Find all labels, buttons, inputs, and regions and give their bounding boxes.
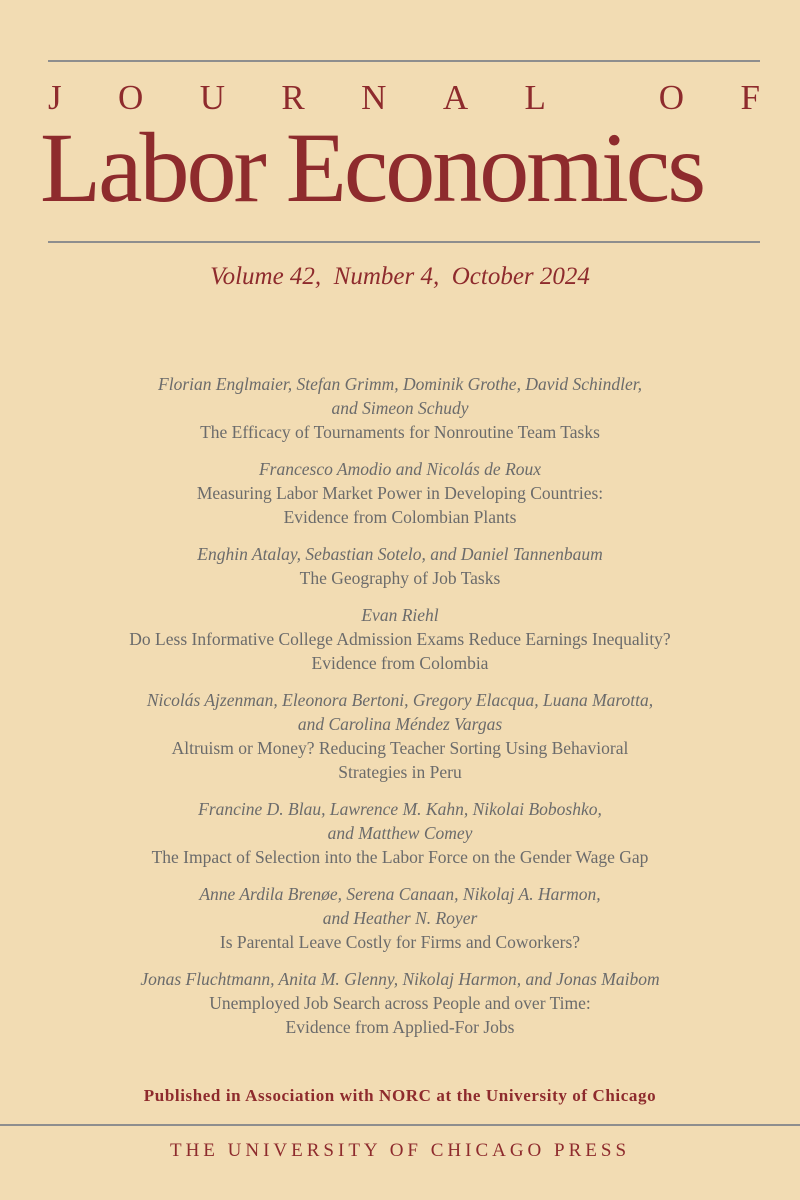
article-title	[0, 930, 800, 954]
article-authors	[0, 882, 800, 930]
title-line: Measuring Labor Market Power in Developing Countries:	[196, 483, 604, 503]
publisher-name: THE UNIVERSITY OF CHICAGO PRESS	[169, 1140, 631, 1161]
article-authors	[0, 457, 800, 481]
authors-line: Nicolás Ajzenman, Eleonora Bertoni, Gregory Elacqua, Luana Marotta,	[146, 690, 654, 710]
article-entry	[0, 372, 800, 444]
authors-line: Jonas Fluchtmann, Anita M. Glenny, Nikolaj Harmon, and Jonas Maibom	[140, 969, 660, 989]
title-line: Evidence from Colombian Plants	[283, 507, 517, 527]
authors-line: Francine D. Blau, Lawrence M. Kahn, Nikolai Boboshko,	[198, 799, 602, 819]
issue-info: Volume 42, Number 4, October 2024	[210, 263, 590, 290]
article-authors	[0, 967, 800, 991]
article-entry	[0, 797, 800, 869]
authors-line: and Carolina Méndez Vargas	[297, 714, 503, 734]
authors-line: and Matthew Comey	[327, 823, 473, 843]
article-entry	[0, 542, 800, 590]
article-entry	[0, 967, 800, 1039]
article-authors	[0, 603, 800, 627]
title-line: Evidence from Colombia	[311, 653, 489, 673]
authors-line: and Simeon Schudy	[331, 398, 469, 418]
title-line: The Impact of Selection into the Labor Force on the Gender Wage Gap	[151, 847, 649, 867]
masthead-letter: L	[524, 78, 546, 117]
article-title	[0, 566, 800, 590]
title-line: Altruism or Money? Reducing Teacher Sorting Using Behavioral	[171, 738, 629, 758]
article-entry	[0, 457, 800, 529]
masthead-letter: O	[118, 78, 144, 117]
authors-line: Enghin Atalay, Sebastian Sotelo, and Daniel Tannenbaum	[197, 544, 603, 564]
article-title	[0, 991, 800, 1039]
masthead-letter: F	[740, 78, 760, 117]
journal-title: Labor Economics	[40, 112, 704, 223]
authors-line: Francesco Amodio and Nicolás de Roux	[258, 459, 542, 479]
masthead-letter: A	[442, 78, 469, 117]
title-line: Evidence from Applied-For Jobs	[285, 1017, 515, 1037]
top-rule	[48, 60, 760, 62]
article-title	[0, 420, 800, 444]
article-entry	[0, 882, 800, 954]
authors-line: Florian Englmaier, Stefan Grimm, Dominik Grothe, David Schindler,	[158, 374, 642, 394]
article-entry	[0, 603, 800, 675]
title-line: The Efficacy of Tournaments for Nonroutine Team Tasks	[200, 422, 600, 442]
masthead-rule	[48, 241, 760, 243]
title-line: Is Parental Leave Costly for Firms and Coworkers?	[219, 932, 581, 952]
authors-line: and Heather N. Royer	[322, 908, 478, 928]
authors-line: Anne Ardila Brenøe, Serena Canaan, Nikolaj A. Harmon,	[199, 884, 601, 904]
title-line: Strategies in Peru	[338, 762, 462, 782]
article-authors	[0, 372, 800, 420]
article-list	[0, 372, 800, 1052]
article-title	[0, 481, 800, 529]
masthead-letter: U	[199, 78, 225, 117]
article-entry	[0, 688, 800, 784]
association-note: Published in Association with NORC at the University of Chicago	[143, 1086, 657, 1105]
masthead-letter: N	[361, 78, 387, 117]
article-title	[0, 845, 800, 869]
article-authors	[0, 542, 800, 566]
footer-rule	[0, 1124, 800, 1126]
masthead-letter: O	[658, 78, 685, 117]
masthead-letter: R	[281, 78, 305, 117]
title-line: The Geography of Job Tasks	[299, 568, 501, 588]
article-title	[0, 736, 800, 784]
masthead-journal-of	[48, 80, 760, 115]
masthead-letter: J	[48, 78, 62, 117]
article-authors	[0, 797, 800, 845]
article-authors	[0, 688, 800, 736]
authors-line: Evan Riehl	[361, 605, 439, 625]
title-line: Do Less Informative College Admission Exams Reduce Earnings Inequality?	[129, 629, 671, 649]
title-line: Unemployed Job Search across People and over Time:	[209, 993, 591, 1013]
article-title	[0, 627, 800, 675]
